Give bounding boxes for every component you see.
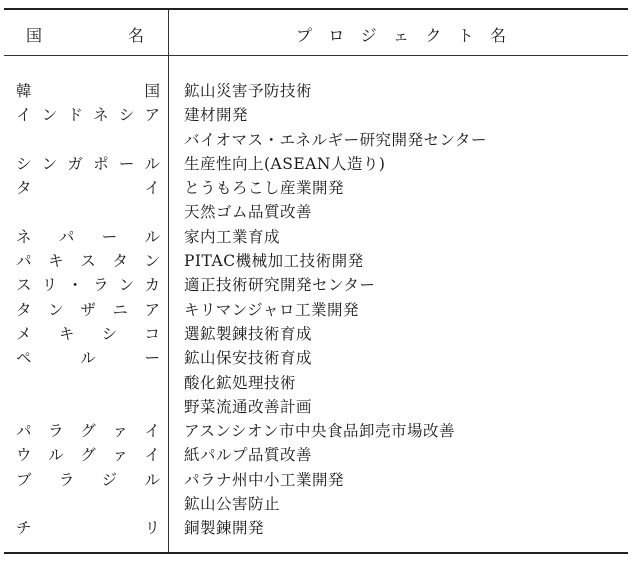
project-name: バイオマス・エネルギー研究開発センター — [184, 130, 487, 149]
country-char: ウ — [16, 446, 32, 465]
table-row — [4, 226, 628, 250]
country-char: イ — [16, 106, 32, 125]
table-row — [4, 129, 628, 153]
header-country — [26, 23, 144, 46]
table-row — [4, 250, 628, 274]
country-char: ー — [118, 154, 135, 173]
country-char: ル — [144, 154, 160, 173]
header-project-char: 名 — [489, 26, 506, 45]
country-char: キ — [58, 324, 75, 343]
country-name — [16, 155, 160, 173]
country-char: ー — [144, 349, 160, 368]
country-char: ジ — [101, 470, 118, 489]
country-char: ア — [144, 106, 160, 125]
table-header — [4, 10, 628, 56]
country-char: ー — [101, 227, 118, 246]
country-char: タ — [16, 179, 32, 198]
country-char: ペ — [16, 349, 32, 368]
country-char: ブ — [16, 470, 32, 489]
country-char: ン — [118, 276, 135, 295]
country-char: ァ — [112, 446, 128, 465]
table-row — [4, 104, 628, 128]
country-char: タ — [16, 300, 32, 319]
table-row — [4, 80, 628, 104]
country-char: ル — [48, 446, 64, 465]
country-char: グ — [80, 422, 96, 441]
country-char: イ — [144, 446, 160, 465]
project-name: 建材開発 — [184, 106, 249, 125]
project-name: 適正技術研究開発センター — [184, 276, 376, 295]
country-char: 国 — [144, 82, 160, 100]
country-name — [16, 106, 160, 124]
country-char: ン — [48, 300, 64, 319]
project-name: PITAC機械加工技術開発 — [184, 252, 364, 271]
project-name: 野菜流通改善計画 — [184, 397, 313, 416]
table-row — [4, 153, 628, 177]
country-char: パ — [16, 422, 32, 441]
country-char: ン — [41, 106, 58, 125]
project-name: 生産性向上(ASEAN人造り) — [184, 154, 386, 173]
country-name — [16, 252, 160, 270]
country-char: ア — [144, 300, 160, 319]
header-project-char: ェ — [392, 26, 409, 45]
project-name: 銅製錬開発 — [184, 519, 265, 538]
country-char: シ — [118, 106, 135, 125]
country-name — [16, 349, 160, 367]
country-char: ス — [16, 276, 32, 295]
country-char: パ — [58, 227, 75, 246]
country-char: ラ — [93, 276, 109, 295]
table-row — [4, 396, 628, 420]
header-project-char: ロ — [328, 26, 345, 45]
project-name: パラナ州中小工業開発 — [184, 470, 345, 489]
country-name — [16, 179, 160, 197]
project-name: 酸化鉱処理技術 — [184, 373, 297, 392]
country-name — [16, 325, 160, 343]
country-char: ニ — [112, 300, 128, 319]
table-row — [4, 299, 628, 323]
header-project-char: プ — [296, 26, 313, 45]
table-body — [4, 80, 628, 542]
table-row — [4, 347, 628, 371]
table-row — [4, 444, 628, 468]
country-char: ネ — [93, 106, 109, 125]
country-char: リ — [41, 276, 58, 295]
country-name — [16, 422, 160, 440]
project-name: 紙パルプ品質改善 — [184, 446, 313, 465]
country-char: イ — [144, 422, 160, 441]
header-project-char: ク — [425, 26, 442, 45]
table-row — [4, 177, 628, 201]
country-char: シ — [101, 324, 118, 343]
header-project-char: ト — [457, 26, 474, 45]
header-country-char: 名 — [127, 26, 144, 45]
country-char: ル — [144, 227, 160, 246]
country-name — [16, 82, 160, 100]
header-project — [296, 23, 506, 46]
country-char: ネ — [16, 227, 32, 246]
project-name: 鉱山災害予防技術 — [184, 82, 313, 100]
project-name: 家内工業育成 — [184, 227, 281, 246]
project-name: キリマンジャロ工業開発 — [184, 300, 359, 319]
country-char: ス — [80, 252, 96, 271]
country-name — [16, 519, 160, 537]
country-char: ン — [144, 252, 160, 271]
country-char: グ — [80, 446, 96, 465]
country-char: ン — [41, 154, 58, 173]
country-char: 韓 — [16, 82, 32, 100]
country-char: キ — [48, 252, 64, 271]
project-name: 鉱山保安技術育成 — [184, 349, 313, 368]
country-char: ・ — [67, 276, 83, 295]
project-name: 選鉱製錬技術育成 — [184, 324, 313, 343]
header-project-char: ジ — [360, 26, 377, 45]
country-name — [16, 471, 160, 489]
project-table — [4, 8, 628, 554]
table-row — [4, 469, 628, 493]
country-name — [16, 228, 160, 246]
country-char: ザ — [80, 300, 96, 319]
country-char: メ — [16, 324, 32, 343]
country-char: コ — [144, 324, 160, 343]
country-char: イ — [144, 179, 160, 198]
country-char: リ — [144, 519, 160, 538]
country-char: ル — [80, 349, 96, 368]
header-country-char: 国 — [26, 26, 43, 45]
project-name: とうもろこし産業開発 — [184, 179, 345, 198]
country-char: パ — [16, 252, 32, 271]
country-char: ル — [144, 470, 160, 489]
country-char: ガ — [67, 154, 83, 173]
country-name — [16, 301, 160, 319]
country-char: カ — [144, 276, 160, 295]
project-name: 天然ゴム品質改善 — [184, 203, 313, 222]
table-row — [4, 517, 628, 541]
table-row — [4, 372, 628, 396]
table-row — [4, 201, 628, 225]
project-name: アスンシオン市中央食品卸売市場改善 — [184, 422, 455, 441]
country-char: シ — [16, 154, 32, 173]
country-char: チ — [16, 519, 32, 538]
country-char: ラ — [48, 422, 64, 441]
project-name: 鉱山公害防止 — [184, 495, 281, 514]
table-row — [4, 493, 628, 517]
country-name — [16, 446, 160, 464]
country-char: ド — [67, 106, 83, 125]
country-char: ラ — [58, 470, 75, 489]
table-row — [4, 274, 628, 298]
table-row — [4, 420, 628, 444]
country-char: ァ — [112, 422, 128, 441]
country-char: タ — [112, 252, 128, 271]
country-char: ポ — [93, 154, 109, 173]
country-name — [16, 276, 160, 294]
table-row — [4, 323, 628, 347]
